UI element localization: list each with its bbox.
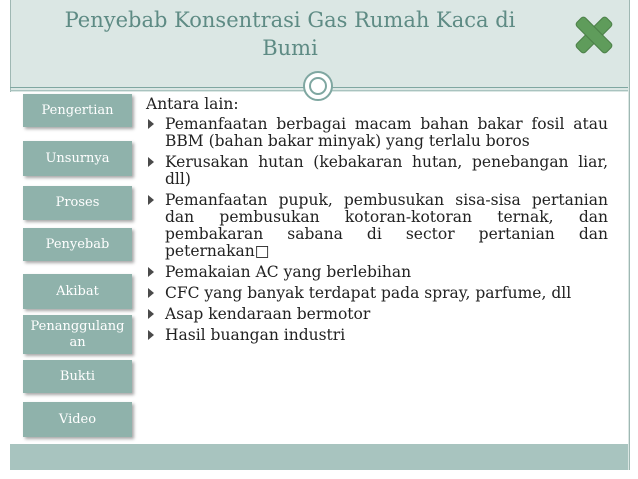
nav-button-penyebab[interactable]: Penyebab [23,228,132,261]
triangle-bullet-icon [148,157,154,167]
triangle-bullet-icon [148,288,154,298]
nav-button-video[interactable]: Video [23,402,132,437]
content-text [146,96,608,348]
nav-button-pengertian[interactable]: Pengertian [23,94,132,127]
list-item-text: CFC yang banyak terdapat pada spray, parfume, dll [165,284,572,302]
triangle-bullet-icon [148,309,154,319]
nav-button-bukti[interactable]: Bukti [23,360,132,393]
triangle-bullet-icon [148,330,154,340]
bullet-list [146,116,608,344]
list-item [146,116,608,150]
triangle-bullet-icon [148,119,154,129]
list-item-text: Pemanfaatan berbagai macam bahan bakar fosil atau BBM (bahan bakar minyak) yang terlalu boros [165,115,608,150]
intro-text: Antara lain: [146,95,239,113]
list-item-text: Hasil buangan industri [165,326,346,344]
triangle-bullet-icon [148,267,154,277]
list-item [146,285,608,302]
list-item-text: Pemanfaatan pupuk, pembusukan sisa-sisa pertanian dan pembusukan kotoran-kotoran ternak, dan pembakaran sabana di sector pertanian dan peternakan□ [165,191,608,260]
nav-button-unsurnya[interactable]: Unsurnya [23,141,132,176]
list-item [146,154,608,188]
nav-button-akibat[interactable]: Akibat [23,274,132,309]
page-title: Penyebab Konsentrasi Gas Rumah Kaca di Bumi [64,8,516,60]
list-item-text: Pemakaian AC yang berlebihan [165,263,412,281]
triangle-bullet-icon [148,195,154,205]
list-item [146,306,608,323]
list-item [146,327,608,344]
nav-button-proses[interactable]: Proses [23,186,132,220]
footer-band [10,444,628,470]
list-item [146,264,608,281]
list-item-text: Kerusakan hutan (kebakaran hutan, penebangan liar, dll) [165,153,608,188]
close-icon[interactable] [571,12,617,58]
list-item-text: Asap kendaraan bermotor [165,305,371,323]
nav-button-penanggulangan[interactable]: Penanggulang an [23,315,132,354]
list-item [146,192,608,260]
